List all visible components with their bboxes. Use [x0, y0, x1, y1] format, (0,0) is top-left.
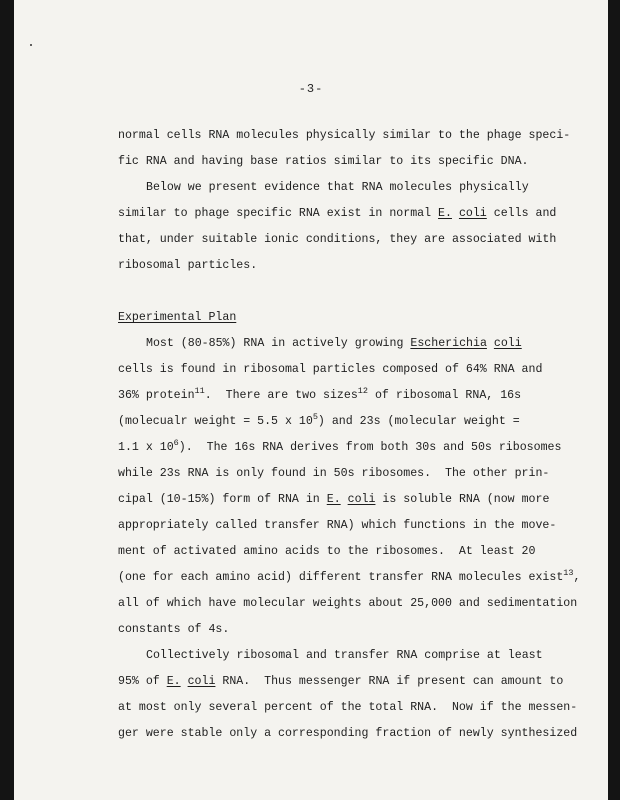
text-line: at most only several percent of the total RNA. Now if the messen- [118, 701, 578, 714]
text-line: 36% protein$^{11}$. There are two sizes$^{12}$ of ribosomal RNA, 16s [118, 386, 522, 402]
text-line: (molecualr weight = 5.5 x $10^5$) and 23s (molecular weight = [118, 412, 520, 428]
text-line: Most (80-85%) RNA in actively growing Escherichia coli [146, 337, 522, 350]
species-name: coli [187, 675, 216, 688]
text-line: (one for each amino acid) different transfer RNA molecules exist$^{13}$, [118, 568, 581, 584]
species-name: coli [347, 493, 376, 506]
text-line: ger were stable only a corresponding fraction of newly synthesized [118, 727, 578, 740]
text-line: cells is found in ribosomal particles composed of 64% RNA and [118, 363, 543, 376]
section-heading: Experimental Plan [118, 311, 237, 324]
species-abbrev: E. [326, 493, 341, 506]
text-line: while 23s RNA is only found in 50s ribosomes. The other prin- [118, 467, 550, 480]
reference-superscript: 11 [194, 386, 205, 396]
exponent: 5 [312, 412, 318, 422]
text-line: fic RNA and having base ratios similar to its specific DNA. [118, 155, 529, 168]
text-line: 95% of E. coli RNA. Thus messenger RNA if present can amount to [118, 675, 564, 688]
text-line: appropriately called transfer RNA) which functions in the move- [118, 519, 557, 532]
body-text [118, 123, 581, 747]
exponent: 6 [173, 438, 179, 448]
reference-superscript: 13 [563, 568, 574, 578]
text-line: normal cells RNA molecules physically similar to the phage speci- [118, 129, 571, 142]
text-line: that, under suitable ionic conditions, they are associated with [118, 233, 557, 246]
text-line: ribosomal particles. [118, 259, 258, 272]
genus-name: Escherichia [410, 337, 487, 350]
text-line: ment of activated amino acids to the ribosomes. At least 20 [118, 545, 536, 558]
text-line: cipal (10-15%) form of RNA in E. coli is soluble RNA (now more [118, 493, 550, 506]
species-abbrev: E. [438, 207, 452, 220]
species-name: coli [458, 207, 487, 220]
paper-speck [30, 44, 32, 46]
text-line: all of which have molecular weights about 25,000 and sedimentation [118, 597, 578, 610]
page-number: -3- [298, 82, 324, 96]
species-name: coli [493, 337, 522, 350]
text-line: constants of 4s. [118, 623, 230, 636]
document-page [14, 0, 608, 800]
text-line: Collectively ribosomal and transfer RNA comprise at least [146, 649, 543, 662]
species-abbrev: E. [166, 675, 181, 688]
text-line: 1.1 x $10^6$). The 16s RNA derives from both 30s and 50s ribosomes [118, 438, 562, 454]
text-line: Below we present evidence that RNA molecules physically [146, 181, 529, 194]
text-line: similar to phage specific RNA exist in normal E. coli cells and [118, 207, 557, 220]
reference-superscript: 12 [357, 386, 368, 396]
